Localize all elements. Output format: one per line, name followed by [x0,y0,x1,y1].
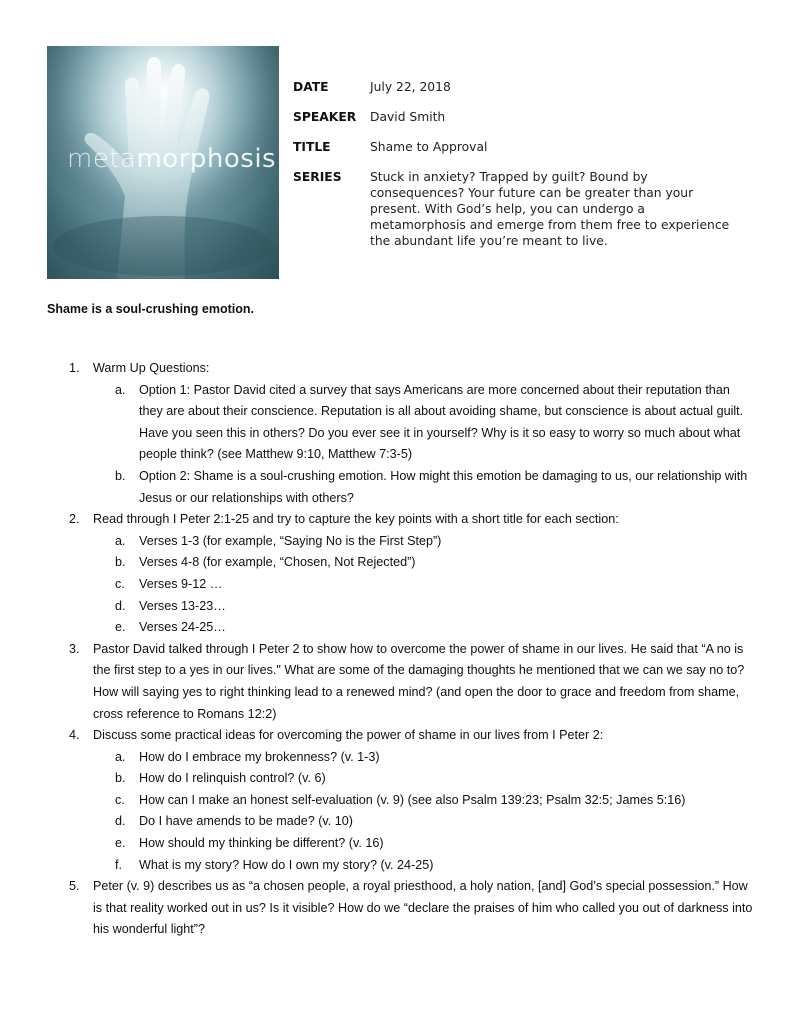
sub-question-item [93,380,757,466]
sub-question-item [93,596,757,618]
sub-question-text: Option 1: Pastor David cited a survey that says Americans are more concerned about their reputation than they are about their conscience. Reputation is all about avoiding shame, but conscience is about actual guilt. Have you seen this in others? Do you ever see it in yourself? Why is it so easy to worry so much about what people think? (see Matthew 9:10, Matthew 7:3-5) [139,382,744,462]
cover-title [67,144,276,174]
cover-title-light: meta [67,144,137,174]
meta-value: July 22, 2018 [370,80,451,94]
meta-label: SPEAKER [293,110,357,124]
question-text: Read through I Peter 2:1-25 and try to capture the key points with a short title for each section: [93,512,619,527]
question-text: Peter (v. 9) describes us as “a chosen people, a royal priesthood, a holy nation, [and] God’s special possession.” How is that reality worked out in us? Is it visible? How do we “declare the praises of him who called you out of darkness into his wonderful light”? [93,879,753,937]
question-item [47,725,757,876]
question-number: 2. [69,512,80,527]
sub-question-item [93,811,757,833]
question-number: 5. [69,879,80,894]
series-cover-image [47,46,279,279]
sub-question-item [93,768,757,790]
sub-question-letter: b. [115,771,126,786]
meta-row-title [293,139,733,155]
sub-question-item [93,531,757,553]
sub-question-letter: a. [115,533,126,548]
sub-question-text: Verses 9-12 … [139,576,223,591]
lead-statement: Shame is a soul-crushing emotion. [47,302,254,316]
sub-question-item [93,855,757,877]
sub-question-item [93,552,757,574]
sub-question-text: Verses 13-23… [139,598,226,613]
sub-question-text: Verses 24-25… [139,620,226,635]
sub-question-list [93,531,757,639]
sub-question-item [93,833,757,855]
sub-question-letter: e. [115,836,126,851]
sub-question-list [93,380,757,510]
sub-question-text: How do I relinquish control? (v. 6) [139,771,326,786]
sub-question-item [93,466,757,509]
sub-question-letter: d. [115,814,126,829]
meta-row-series [293,169,733,249]
sub-question-letter: e. [115,620,126,635]
question-item [47,358,757,509]
meta-label: TITLE [293,140,331,154]
sub-question-list [93,747,757,877]
question-text: Pastor David talked through I Peter 2 to show how to overcome the power of shame in our lives. He said that “A no is the first step to a yes in our lives." What are some of the damaging thoughts he mentioned that we can we say no to? How will saying yes to right thinking lead to a renewed mind? (and open the door to grace and freedom from shame, cross reference to Romans 12:2) [93,641,745,721]
sub-question-letter: a. [115,749,126,764]
sub-question-item [93,790,757,812]
question-item [47,639,757,725]
sub-question-text: How do I embrace my brokenness? (v. 1-3) [139,749,380,764]
sub-question-text: Verses 1-3 (for example, “Saying No is the First Step”) [139,533,442,548]
question-text: Warm Up Questions: [93,361,210,375]
sub-question-item [93,747,757,769]
sub-question-letter: c. [115,576,125,591]
sub-question-letter: d. [115,598,126,613]
sub-question-letter: a. [115,382,126,397]
sub-question-letter: b. [115,468,126,483]
sub-question-text: Verses 4-8 (for example, “Chosen, Not Rejected”) [139,555,416,570]
sub-question-letter: f. [115,857,122,872]
meta-value: David Smith [370,110,446,124]
sub-question-text: What is my story? How do I own my story? (v. 24-25) [139,857,434,872]
sub-question-text: How should my thinking be different? (v. 16) [139,836,384,851]
sub-question-text: Do I have amends to be made? (v. 10) [139,814,353,829]
sub-question-item [93,574,757,596]
meta-row-date [293,79,733,95]
sub-question-letter: c. [115,792,125,807]
cover-title-bold: morphosis [136,144,277,174]
meta-row-speaker [293,109,733,125]
meta-label: DATE [293,80,329,94]
sub-question-item [93,617,757,639]
question-number: 4. [69,728,80,743]
meta-value: Shame to Approval [370,140,488,154]
meta-label: SERIES [293,170,342,184]
question-item [47,876,757,941]
sub-question-text: How can I make an honest self-evaluation (v. 9) (see also Psalm 139:23; Psalm 32:5; James 5:16) [139,792,686,807]
sub-question-text: Option 2: Shame is a soul-crushing emotion. How might this emotion be damaging to us, our relationship with Jesus or our relationships with others? [139,468,748,505]
question-text: Discuss some practical ideas for overcoming the power of shame in our lives from I Peter 2: [93,728,604,743]
question-number: 3. [69,641,80,656]
question-item [47,509,757,639]
meta-value: Stuck in anxiety? Trapped by guilt? Bound by consequences? Your future can be greater than your present. With God’s help, you can undergo a metamorphosis and emerge from them free to experience the abundant life you’re meant to live. [370,170,730,248]
question-number: 1. [69,361,80,375]
sub-question-letter: b. [115,555,126,570]
discussion-questions [47,358,757,941]
sermon-info [293,79,733,263]
